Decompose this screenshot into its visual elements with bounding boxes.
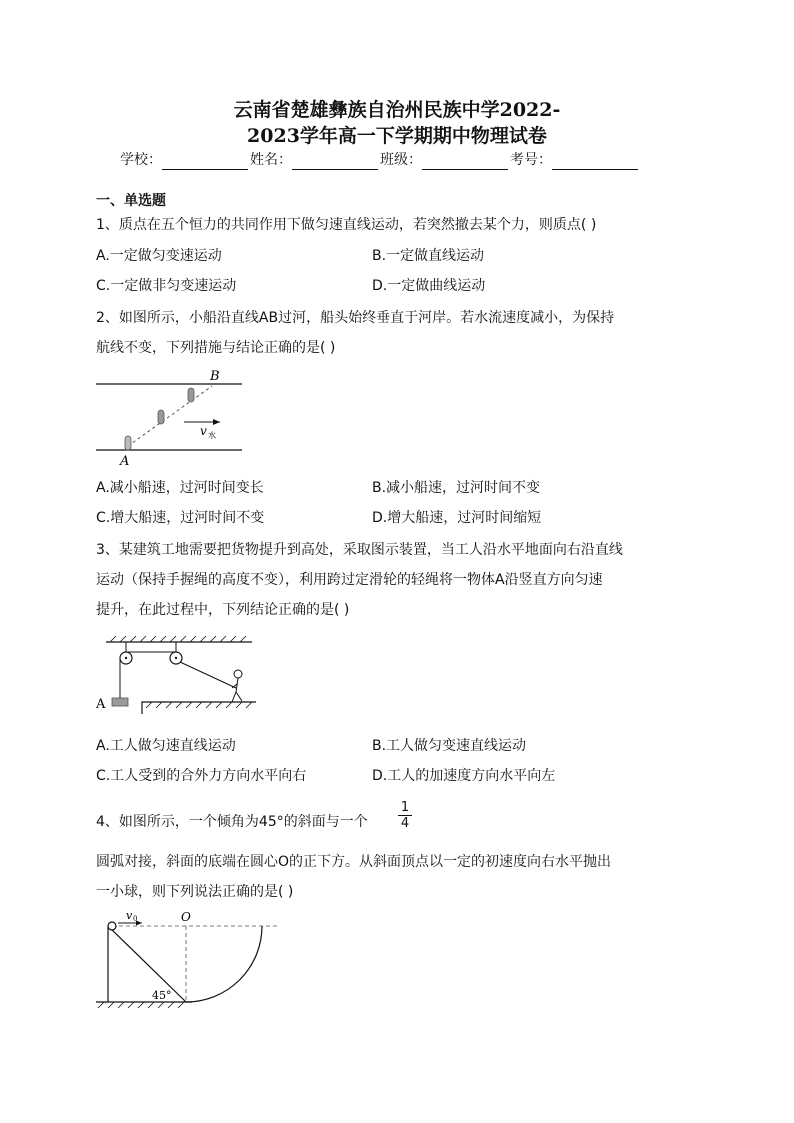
q3-stem-line-3: 提升，在此过程中，下列结论正确的是( ) [96,602,350,618]
q4-stem-line-1: 4、如图所示，一个倾角为45°的斜面与一个 [96,814,368,830]
q1-option-d[interactable]: D.一定做曲线运动 [372,278,486,294]
quarter-arc [186,926,262,1002]
label-a: A [120,454,130,469]
q1-stem: 1、质点在五个恒力的共同作用下做匀速直线运动，若突然撤去某个力，则质点( ) [96,217,597,233]
class-blank[interactable] [422,153,508,170]
q4-incline-arc-figure [92,908,292,1018]
label-b: B [210,369,220,384]
q3-option-c[interactable]: C.工人受到的合外力方向水平向右 [96,768,307,784]
q3-stem-line-2: 运动（保持手握绳的高度不变），利用跨过定滑轮的轻绳将一物体A沿竖直方向匀速 [96,572,603,588]
boat-icon [125,436,131,450]
q1-option-b[interactable]: B.一定做直线运动 [372,248,485,264]
q3-option-a[interactable]: A.工人做匀速直线运动 [96,738,236,754]
q2-option-a[interactable]: A.减小船速，过河时间变长 [96,480,264,496]
fraction-denominator: 4 [398,815,412,831]
q2-river-figure [92,364,252,474]
q1-option-a[interactable]: A.一定做匀变速运动 [96,248,222,264]
exam-number-label: 考号： [510,152,552,168]
label-o: O [181,910,191,924]
class-label: 班级： [380,152,422,168]
q3-stem-line-1: 3、某建筑工地需要把货物提升到高处，采取图示装置，当工人沿水平地面向右沿直线 [96,542,623,558]
q3-option-d[interactable]: D.工人的加速度方向水平向左 [372,768,556,784]
label-v0: v [126,909,133,922]
student-info-row [120,150,680,170]
q2-stem-line-2: 航线不变，下列措施与结论正确的是( ) [96,340,336,356]
q1-option-c[interactable]: C.一定做非匀变速运动 [96,278,237,294]
q2-option-b[interactable]: B.减小船速，过河时间不变 [372,480,541,496]
fraction-one-quarter [398,800,412,831]
q2-option-d[interactable]: D.增大船速，过河时间缩短 [372,510,542,526]
fraction-numerator: 1 [400,800,410,815]
section-title: 一、单选题 [96,193,166,209]
label-a: A [96,697,106,712]
q4-stem-line-3: 一小球，则下列说法正确的是( ) [96,884,294,900]
page-title-line-1: 云南省楚雄彝族自治州民族中学2022- [233,99,561,121]
q2-stem-line-1: 2、如图所示，小船沿直线AB过河，船头始终垂直于河岸。若水流速度减小，为保持 [96,310,615,326]
q2-option-c[interactable]: C.增大船速，过河时间不变 [96,510,265,526]
q3-option-b[interactable]: B.工人做匀变速直线运动 [372,738,527,754]
label-v-sub: 水 [208,431,216,440]
block-a-icon [112,698,128,706]
worker-icon [232,670,242,702]
name-blank[interactable] [292,153,378,170]
label-v: v [200,424,207,438]
boat-icon [188,388,194,402]
exam-number-blank[interactable] [552,153,638,170]
q3-pulley-figure [92,630,262,720]
boat-icon [158,410,164,424]
name-label: 姓名： [250,152,292,168]
ball-icon [108,922,116,930]
school-label: 学校： [120,152,162,168]
q4-stem-line-2: 圆弧对接，斜面的底端在圆心O的正下方。从斜面顶点以一定的初速度向右水平抛出 [96,854,612,870]
school-blank[interactable] [162,153,248,170]
label-v0-sub: 0 [133,915,138,923]
label-angle: 45° [152,989,172,1002]
page-title-line-2: 2023学年高一下学期期中物理试卷 [247,125,547,147]
